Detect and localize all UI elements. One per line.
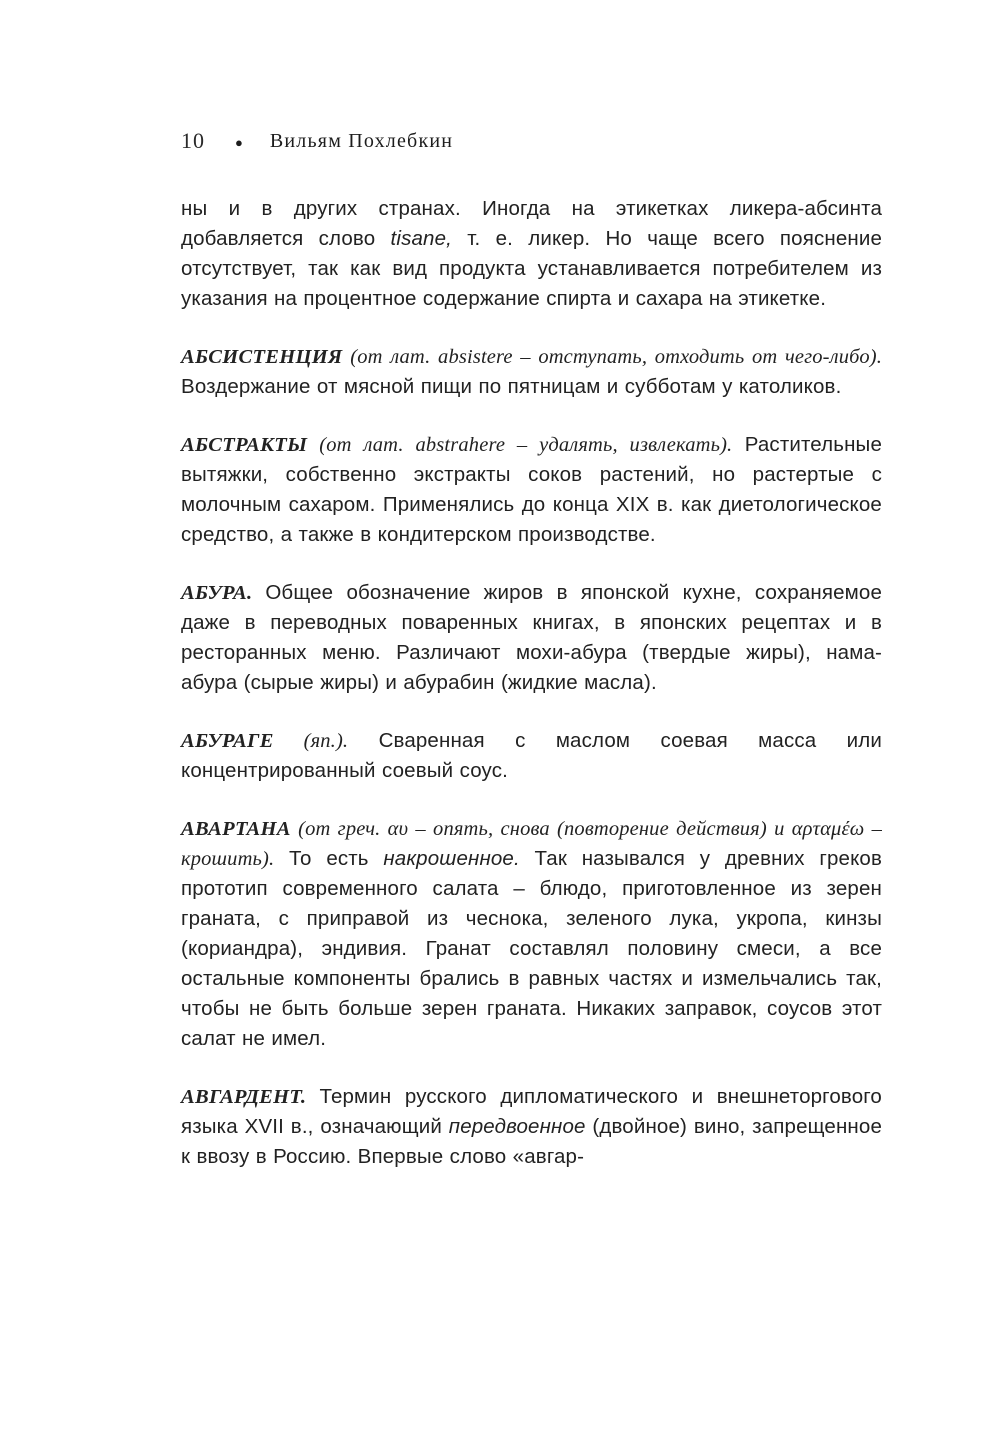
etymology-run: (от греч. αυ – опять, снова (повторение действия) и αρταμέω – крошить).: [181, 818, 882, 870]
page-body: [181, 194, 882, 1172]
italic-run: накрошенное.: [383, 847, 520, 870]
separator-dot-icon: ●: [235, 134, 243, 150]
entry-headword: АБУРАГЕ: [181, 730, 304, 752]
entry-headword: АВАРТАНА: [181, 818, 299, 840]
text-run: Термин русского дипломатического и внешнеторгового языка XVII в., означающий: [181, 1085, 882, 1138]
dictionary-entry-abstrakty: [181, 430, 882, 550]
page-number: 10: [181, 128, 205, 153]
etymology-run: (яп.).: [303, 730, 349, 752]
entry-headword: АБУРА.: [181, 582, 266, 604]
italic-run: передвоенное: [448, 1115, 586, 1138]
text-run: Сваренная с маслом соевая масса или концентрированный соевый соус.: [181, 729, 882, 782]
italic-run: tisane,: [390, 227, 452, 250]
text-run: Воздержание от мясной пищи по пятницам и субботам у католиков.: [181, 375, 842, 398]
text-run: То есть: [274, 847, 384, 870]
entry-headword: АБСТРАКТЫ: [181, 434, 320, 456]
etymology-run: (от лат. absistere – отступать, отходить от чего-либо).: [350, 346, 882, 368]
text-run: (двойное) вино, запрещенное к ввозу в Россию. Впервые слово «авгар-: [181, 1115, 883, 1168]
dictionary-entry-avgardent: [181, 1082, 882, 1172]
text-run: ны и в других странах. Иногда на этикетках ликера-абсинта добавляется слово: [181, 197, 882, 250]
continuation-paragraph: [181, 194, 882, 314]
dictionary-entry-aburage: [181, 726, 882, 786]
entry-headword: АБСИСТЕНЦИЯ: [181, 346, 351, 368]
text-run: Общее обозначение жиров в японской кухне, сохраняемое даже в переводных поваренных книгах, в японских рецептах и в ресторанных меню. Различают мохи-абура (твердые жиры), нама-абура (сырые жиры) и абурабин (жидкие масла).: [181, 581, 882, 694]
text-run: Так назывался у древних греков прототип современного салата – блюдо, приготовленное из зерен граната, с приправой из чеснока, зеленого лука, укропа, кинзы (кориандра), эндивия. Гранат составлял половину смеси, а все остальные компоненты брались в равных частях и измельчались так, чтобы не быть больше зерен граната. Никаких заправок, соусов этот салат не имел.: [181, 847, 883, 1050]
running-header: [181, 128, 881, 154]
author-name: Вильям Похлебкин: [269, 129, 454, 152]
etymology-run: (от лат. abstrahere – удалять, извлекать).: [319, 434, 733, 456]
dictionary-entry-absistencia: [181, 342, 882, 402]
entry-headword: АВГАРДЕНТ.: [181, 1086, 320, 1108]
text-run: Растительные вытяжки, собственно экстракты соков растений, но растертые с молочным сахаром. Применялись до конца XIX в. как диетологическое средство, а также в кондитерском производстве.: [181, 433, 882, 546]
dictionary-entry-abura: [181, 578, 882, 698]
dictionary-entry-avartana: [181, 814, 882, 1054]
text-run: т. е. ликер. Но чаще всего пояснение отсутствует, так как вид продукта устанавливается потребителем из указания на процентное содержание спирта и сахара на этикетке.: [181, 227, 883, 310]
